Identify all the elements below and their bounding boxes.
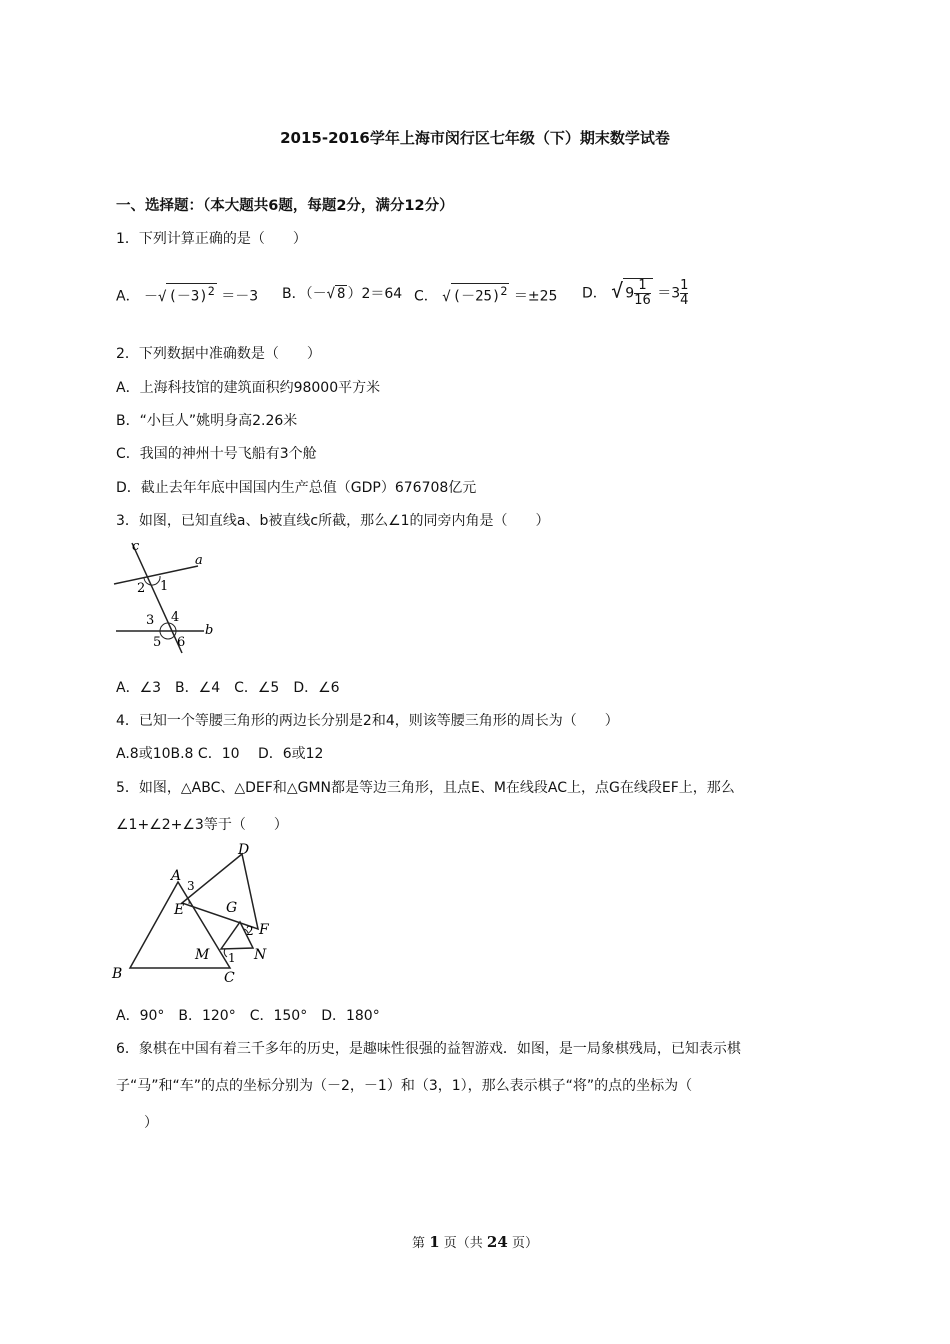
q2-option-b: B．“小巨人”姚明身高2.26米 bbox=[116, 413, 298, 429]
q2-stem: 2．下列数据中准确数是（ ） bbox=[116, 346, 321, 362]
q5-stem-line2: ∠1+∠2+∠3等于（ ） bbox=[116, 817, 288, 833]
label-B: B bbox=[112, 966, 123, 982]
label-A: A bbox=[171, 868, 182, 884]
q5-options: A．90° B．120° C．150° D．180° bbox=[116, 1008, 380, 1024]
q1-b-label: B． bbox=[282, 286, 306, 302]
q2-option-d: D．截止去年年底中国国内生产总值（GDP）676708亿元 bbox=[116, 480, 477, 496]
q1-b-result: 2＝64 bbox=[361, 286, 403, 302]
q1-option-c: C． √ $(-25)^2 =\pm 25$ bbox=[414, 284, 558, 305]
q3-stem: 3．如图，已知直线a、b被直线c所截，那么∠1的同旁内角是（ ） bbox=[116, 513, 550, 529]
label-c: c bbox=[132, 539, 140, 554]
label-4: 4 bbox=[171, 610, 180, 625]
label-2: 2 bbox=[246, 924, 254, 938]
label-2: 2 bbox=[137, 581, 146, 596]
label-1: 1 bbox=[228, 951, 236, 965]
q1-a-radicand: $(-3)^2$ bbox=[168, 284, 215, 305]
label-D: D bbox=[238, 842, 250, 858]
label-G: G bbox=[226, 900, 238, 916]
q1-option-a: A． －√ $(-3)^2 =-3$ bbox=[116, 284, 259, 305]
q1-option-d: D． √ 9 $\frac{1}{16}$ ＝3 $\frac{1}{4}$ bbox=[582, 278, 689, 308]
q1-c-result: ＝±25 bbox=[513, 288, 558, 305]
q1-c-label: C． bbox=[414, 288, 438, 305]
q3-options: A．∠3 B．∠4 C．∠5 D．∠6 bbox=[116, 680, 340, 696]
q5-stem-line1: 5．如图，△ABC、△DEF和△GMN都是等边三角形，且点E、M在线段AC上，点G在线段EF上，那么 bbox=[116, 780, 735, 796]
total-pages: 24 bbox=[486, 1233, 508, 1251]
q4-options: A.8或10B.8 C．10 D．6或12 bbox=[116, 746, 324, 762]
q4-stem: 4．已知一个等腰三角形的两边长分别是2和4，则该等腰三角形的周长为（ ） bbox=[116, 713, 619, 729]
q1-a-result: ＝－3 bbox=[221, 288, 259, 305]
q6-line1: 6．象棋在中国有着三千多年的历史，是趣味性很强的益智游戏．如图，是一局象棋残局，已知表示棋 bbox=[116, 1041, 741, 1057]
label-b: b bbox=[205, 623, 214, 638]
q2-option-a: A．上海科技馆的建筑面积约98000平方米 bbox=[116, 380, 381, 396]
triangle-abc bbox=[130, 882, 230, 968]
label-5: 5 bbox=[153, 635, 162, 650]
current-page-number: 1 bbox=[429, 1233, 440, 1251]
label-1: 1 bbox=[160, 579, 169, 594]
label-3: 3 bbox=[187, 879, 195, 893]
label-C: C bbox=[224, 970, 235, 986]
angle-arc-1 bbox=[224, 949, 227, 957]
q3-figure bbox=[110, 538, 220, 658]
label-N: N bbox=[254, 947, 267, 963]
label-F: F bbox=[259, 922, 269, 938]
label-E: E bbox=[174, 902, 185, 918]
q5-figure bbox=[108, 838, 278, 988]
label-3: 3 bbox=[146, 613, 155, 628]
q1-b-radicand: 8 bbox=[337, 286, 346, 302]
q1-c-radicand: $(-25)^2$ bbox=[452, 284, 508, 305]
q1-d-label: D． bbox=[582, 285, 607, 302]
label-6: 6 bbox=[177, 635, 186, 650]
label-a: a bbox=[195, 553, 203, 568]
q6-line3: ） bbox=[116, 1115, 158, 1131]
page-footer: 第 1 页（共 24 页） bbox=[412, 1233, 538, 1251]
q2-option-c: C．我国的神州十号飞船有3个舱 bbox=[116, 446, 317, 462]
line-a bbox=[114, 566, 198, 584]
label-M: M bbox=[195, 947, 210, 963]
page-title: 2015-2016学年上海市闵行区七年级（下）期末数学试卷 bbox=[280, 129, 670, 147]
section-heading: 一、选择题：（本大题共6题，每题2分，满分12分） bbox=[116, 198, 454, 214]
q6-line2: 子“马”和“车”的点的坐标分别为（－2，－1）和（3，1），那么表示棋子“将”的点的坐标为（ bbox=[116, 1078, 693, 1094]
q1-stem: 1．下列计算正确的是（ ） bbox=[116, 231, 307, 247]
q1-a-label: A． bbox=[116, 288, 140, 305]
q1-option-b: B．（－√ 8 ）2＝64 bbox=[282, 286, 403, 302]
